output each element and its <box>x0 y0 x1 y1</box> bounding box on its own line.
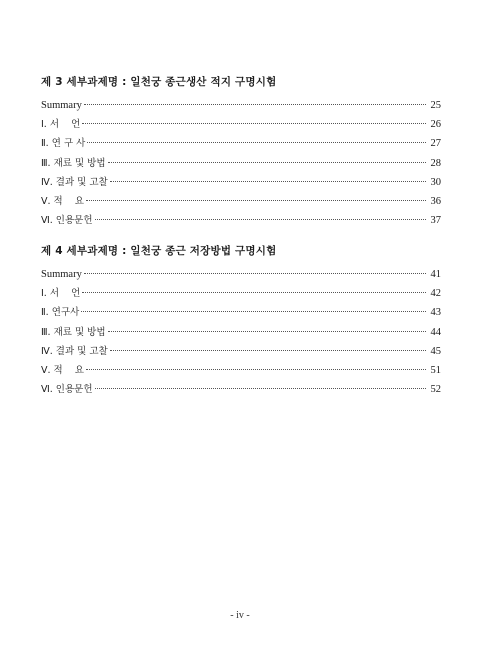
toc-entry-summary[interactable] <box>41 265 441 284</box>
dot-leader <box>87 142 426 143</box>
dot-leader <box>95 219 426 220</box>
toc-entry-abstract[interactable] <box>41 361 441 380</box>
dot-leader <box>86 200 426 201</box>
toc-entry-summary[interactable] <box>41 96 441 115</box>
toc-label: Summary <box>41 269 82 280</box>
toc-list <box>41 96 441 230</box>
toc-label: Ⅲ. 재료 및 방법 <box>41 326 106 338</box>
toc-entry-literature-review[interactable] <box>41 303 441 322</box>
toc-page-number: 28 <box>430 157 441 169</box>
toc-entry-references[interactable] <box>41 380 441 399</box>
toc-entry-materials-methods[interactable] <box>41 323 441 342</box>
toc-label: Ⅵ. 인용문헌 <box>41 215 93 227</box>
toc-entry-results-discussion[interactable] <box>41 173 441 192</box>
toc-list <box>41 265 441 399</box>
section-title: 제 3 세부과제명 : 일천궁 종근생산 적지 구명시험 <box>41 76 277 88</box>
toc-entry-abstract[interactable] <box>41 192 441 211</box>
toc-entry-literature-review[interactable] <box>41 134 441 153</box>
toc-page-number: 43 <box>430 307 441 319</box>
toc-page-number: 25 <box>430 100 441 111</box>
toc-page-number: 42 <box>430 288 441 300</box>
toc-label: Ⅵ. 인용문헌 <box>41 384 93 396</box>
toc-page-number: 41 <box>430 269 441 280</box>
dot-leader <box>84 273 426 274</box>
toc-label: Ⅳ. 결과 및 고찰 <box>41 176 108 188</box>
toc-entry-introduction[interactable] <box>41 115 441 134</box>
toc-page-number: 52 <box>430 384 441 396</box>
dot-leader <box>84 104 426 105</box>
toc-page-number: 51 <box>430 364 441 376</box>
toc-label: Ⅱ. 연구사 <box>41 307 80 319</box>
toc-label: Ⅰ. 서 언 <box>41 288 81 300</box>
dot-leader <box>95 388 426 389</box>
dot-leader <box>82 292 426 293</box>
dot-leader <box>108 162 426 163</box>
toc-page-number: 36 <box>430 195 441 207</box>
toc-label: Ⅱ. 연 구 사 <box>41 138 86 150</box>
toc-label: Ⅴ. 적 요 <box>41 195 84 207</box>
dot-leader <box>108 331 426 332</box>
dot-leader <box>86 369 426 370</box>
dot-leader <box>110 181 426 182</box>
toc-page-number: 30 <box>430 176 441 188</box>
toc-page-number: 26 <box>430 119 441 131</box>
toc-label: Ⅴ. 적 요 <box>41 364 84 376</box>
toc-page-number: 45 <box>430 345 441 357</box>
toc-page-number: 27 <box>430 138 441 150</box>
dot-leader <box>110 350 426 351</box>
toc-section-4 <box>41 243 441 399</box>
toc-label: Ⅰ. 서 언 <box>41 119 81 131</box>
toc-entry-introduction[interactable] <box>41 284 441 303</box>
toc-page-number: 44 <box>430 326 441 338</box>
toc-entry-results-discussion[interactable] <box>41 342 441 361</box>
dot-leader <box>81 311 426 312</box>
toc-label: Summary <box>41 100 82 111</box>
toc-label: Ⅳ. 결과 및 고찰 <box>41 345 108 357</box>
toc-label: Ⅲ. 재료 및 방법 <box>41 157 106 169</box>
dot-leader <box>82 123 426 124</box>
toc-section-3 <box>41 74 441 230</box>
page-number-footer: - iv - <box>230 610 250 621</box>
toc-page-number: 37 <box>430 215 441 227</box>
toc-entry-references[interactable] <box>41 211 441 230</box>
section-title: 제 4 세부과제명 : 일천궁 종근 저장방법 구명시험 <box>41 245 277 257</box>
toc-entry-materials-methods[interactable] <box>41 154 441 173</box>
